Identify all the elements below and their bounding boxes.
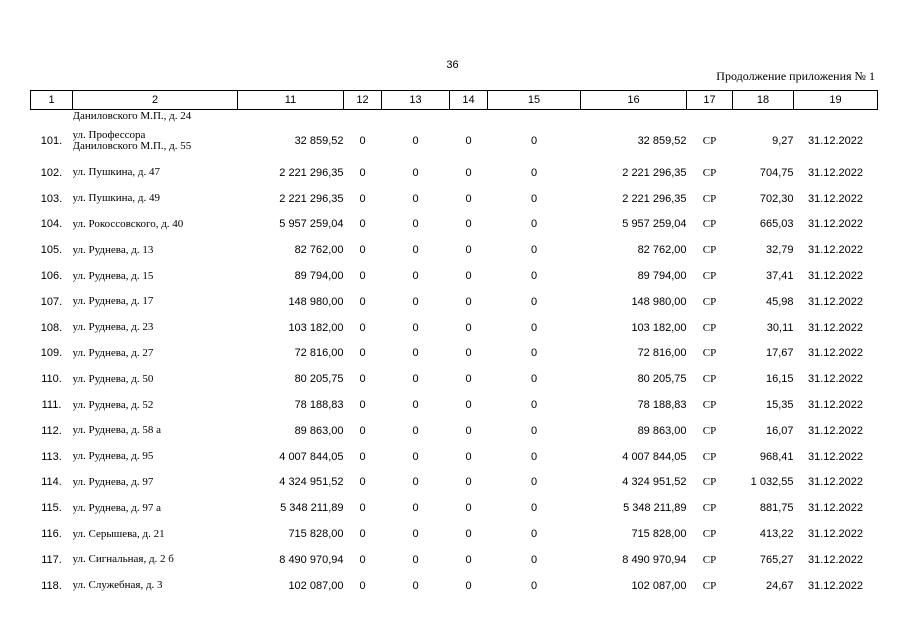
cell-col-12: 0 xyxy=(359,579,366,592)
column-header: 19 xyxy=(794,91,878,110)
cell-col-17: СР xyxy=(702,476,717,489)
cell-col-18: 9,27 xyxy=(772,135,794,147)
row-number: 101. xyxy=(40,135,63,147)
cell-col-17: СР xyxy=(702,528,717,541)
cell-col-17: СР xyxy=(702,424,717,437)
address-line: ул. Пушкина, д. 49 xyxy=(72,192,161,205)
address-line: ул. Руднева, д. 17 xyxy=(72,295,154,308)
column-header: 17 xyxy=(687,91,733,110)
table-row xyxy=(31,470,878,496)
cell-col-19: 31.12.2022 xyxy=(807,579,864,592)
address-line: ул. Руднева, д. 97 xyxy=(72,475,154,488)
row-number: 117. xyxy=(41,553,62,566)
data-table xyxy=(30,90,878,599)
row-number: 114. xyxy=(41,476,62,489)
row-number: 104. xyxy=(40,218,63,231)
address-line: ул. Руднева, д. 97 а xyxy=(72,501,161,514)
cell-col-19: 31.12.2022 xyxy=(807,135,864,147)
cell-col-18: 37,41 xyxy=(765,270,794,283)
cell-col-19: 31.12.2022 xyxy=(807,192,864,205)
cell-col-13: 0 xyxy=(412,579,419,592)
cell-col-14: 0 xyxy=(465,135,472,147)
cell-col-16: 4 324 951,52 xyxy=(622,476,687,489)
cell-col-14: 0 xyxy=(465,373,472,386)
cell-col-12: 0 xyxy=(359,373,366,386)
cell-col-13: 0 xyxy=(412,321,419,334)
address-cell xyxy=(73,392,238,418)
address-cell xyxy=(73,444,238,470)
row-number: 115. xyxy=(41,502,62,515)
cell-col-13: 0 xyxy=(412,528,419,541)
cell-col-16: 72 816,00 xyxy=(637,347,687,360)
cell-col-13: 0 xyxy=(412,192,419,205)
cell-col-18: 17,67 xyxy=(765,347,794,360)
column-header: 16 xyxy=(581,91,687,110)
cell-col-13: 0 xyxy=(412,553,419,566)
cell-col-11: 89 863,00 xyxy=(294,424,344,437)
cell-col-16: 148 980,00 xyxy=(631,295,687,308)
cell-col-11: 4 324 951,52 xyxy=(279,476,344,489)
table-row xyxy=(31,573,878,599)
table-row xyxy=(31,289,878,315)
table-row xyxy=(31,186,878,212)
cell-col-16: 78 188,83 xyxy=(637,399,687,412)
cell-col-13: 0 xyxy=(412,295,419,308)
address-cell xyxy=(73,470,238,496)
cell-col-19: 31.12.2022 xyxy=(807,450,864,463)
address-cell xyxy=(73,495,238,521)
table-row xyxy=(31,547,878,573)
cell-col-15: 0 xyxy=(530,450,538,463)
cell-col-13: 0 xyxy=(412,218,419,231)
cell-col-15: 0 xyxy=(530,244,538,257)
cell-col-11: 78 188,83 xyxy=(294,399,344,412)
cell-col-18: 881,75 xyxy=(759,502,794,515)
cell-col-18: 30,11 xyxy=(766,321,794,334)
cell-col-17: СР xyxy=(702,347,717,360)
cell-col-14: 0 xyxy=(465,476,472,489)
address-cell xyxy=(73,315,238,341)
cell-col-12: 0 xyxy=(359,295,366,308)
cell-col-14: 0 xyxy=(465,579,472,592)
cell-col-13: 0 xyxy=(412,450,419,463)
cell-col-14: 0 xyxy=(465,528,472,541)
cell-col-18: 15,35 xyxy=(765,399,794,412)
cell-col-18: 32,79 xyxy=(765,244,794,257)
column-header: 14 xyxy=(450,91,488,110)
cell-col-19: 31.12.2022 xyxy=(807,347,864,360)
cell-col-14: 0 xyxy=(465,399,472,412)
cell-col-19: 31.12.2022 xyxy=(807,218,864,231)
cell-col-15: 0 xyxy=(530,295,538,308)
cell-col-15: 0 xyxy=(530,528,538,541)
address-cell xyxy=(73,263,238,289)
cell-col-19: 31.12.2022 xyxy=(807,553,864,566)
table-row xyxy=(31,122,878,160)
cell-col-16: 82 762,00 xyxy=(637,244,687,257)
cell-col-16: 2 221 296,35 xyxy=(622,166,687,179)
address-line: ул. Руднева, д. 27 xyxy=(72,346,154,359)
address-cell xyxy=(73,547,238,573)
cell-col-18: 665,03 xyxy=(759,218,794,231)
cell-col-12: 0 xyxy=(359,476,366,489)
cell-col-12: 0 xyxy=(359,321,366,334)
cell-col-14: 0 xyxy=(465,321,472,334)
cell-col-16: 89 794,00 xyxy=(637,270,687,283)
cell-col-19: 31.12.2022 xyxy=(807,166,864,179)
cell-col-17: СР xyxy=(702,218,717,231)
cell-col-17: СР xyxy=(702,579,717,592)
column-header: 11 xyxy=(238,91,344,110)
cell-col-12: 0 xyxy=(359,347,366,360)
cell-col-19: 31.12.2022 xyxy=(807,373,864,386)
address-line: ул. Руднева, д. 15 xyxy=(72,269,154,282)
cell-col-15: 0 xyxy=(530,192,538,205)
cell-col-15: 0 xyxy=(530,373,538,386)
row-number: 108. xyxy=(40,321,63,334)
cell-col-11: 103 182,00 xyxy=(288,321,344,334)
cell-col-11: 5 957 259,04 xyxy=(279,218,344,231)
column-header: 12 xyxy=(344,91,382,110)
cell-col-17: СР xyxy=(702,399,717,412)
address-line: ул. Руднева, д. 23 xyxy=(72,321,154,334)
cell-col-19: 31.12.2022 xyxy=(807,502,864,515)
cell-col-15: 0 xyxy=(530,502,538,515)
row-number: 105. xyxy=(40,244,63,257)
cell-col-14: 0 xyxy=(465,192,472,205)
address-cell xyxy=(73,573,238,599)
address-cell xyxy=(73,341,238,367)
cell-col-15: 0 xyxy=(530,553,538,566)
cell-col-11: 8 490 970,94 xyxy=(279,553,344,566)
cell-col-13: 0 xyxy=(412,476,419,489)
cell-col-16: 80 205,75 xyxy=(637,373,687,386)
cell-col-17: СР xyxy=(702,166,717,179)
address-line: ул. Сигнальная, д. 2 б xyxy=(72,553,174,566)
table-row xyxy=(31,212,878,238)
cell-col-19: 31.12.2022 xyxy=(807,528,864,541)
cell-col-13: 0 xyxy=(412,399,419,412)
cell-col-18: 16,07 xyxy=(765,424,794,437)
address-line: Даниловского М.П., д. 55 xyxy=(72,140,192,152)
cell-col-14: 0 xyxy=(465,450,472,463)
cell-col-14: 0 xyxy=(465,244,472,257)
cell-col-12: 0 xyxy=(359,166,366,179)
table-row xyxy=(31,366,878,392)
address-cell xyxy=(73,186,238,212)
address-cell xyxy=(73,289,238,315)
cell-col-12: 0 xyxy=(359,192,366,205)
cell-col-11: 715 828,00 xyxy=(288,528,344,541)
cell-col-18: 765,27 xyxy=(759,553,794,566)
cell-col-17: СР xyxy=(702,192,717,205)
cell-col-17: СР xyxy=(702,244,717,257)
cell-col-14: 0 xyxy=(465,553,472,566)
table-row xyxy=(31,521,878,547)
table-row xyxy=(31,392,878,418)
address-line: ул. Служебная, д. 3 xyxy=(72,579,163,592)
cell-col-13: 0 xyxy=(412,424,419,437)
cell-col-15: 0 xyxy=(530,399,538,412)
cell-col-18: 702,30 xyxy=(759,192,794,205)
cell-col-11: 148 980,00 xyxy=(288,295,344,308)
address-line: ул. Руднева, д. 50 xyxy=(72,372,154,385)
table-row xyxy=(31,237,878,263)
column-header: 13 xyxy=(382,91,450,110)
cell-col-14: 0 xyxy=(465,166,472,179)
cell-col-11: 72 816,00 xyxy=(294,347,344,360)
cell-col-15: 0 xyxy=(530,476,538,489)
cell-col-16: 32 859,52 xyxy=(637,135,687,147)
cell-col-13: 0 xyxy=(412,135,419,147)
cell-col-15: 0 xyxy=(530,135,538,147)
cell-col-17: СР xyxy=(702,450,717,463)
address-line: ул. Профессора xyxy=(72,129,146,141)
row-number: 103. xyxy=(40,192,63,205)
row-number: 109. xyxy=(40,347,63,360)
cell-col-16: 5 348 211,89 xyxy=(623,502,687,515)
cell-col-16: 2 221 296,35 xyxy=(622,192,687,205)
cell-col-12: 0 xyxy=(359,270,366,283)
cell-col-18: 413,22 xyxy=(759,528,794,541)
cell-col-18: 24,67 xyxy=(765,579,794,592)
cell-col-11: 2 221 296,35 xyxy=(279,192,344,205)
column-header: 1 xyxy=(31,91,73,110)
table-row xyxy=(31,341,878,367)
address-cell xyxy=(73,160,238,186)
cell-col-13: 0 xyxy=(412,166,419,179)
cell-col-19: 31.12.2022 xyxy=(807,321,864,334)
cell-col-15: 0 xyxy=(530,166,538,179)
cell-col-19: 31.12.2022 xyxy=(807,476,864,489)
row-number: 112. xyxy=(41,424,62,437)
cell-col-17: СР xyxy=(702,135,717,147)
cell-col-14: 0 xyxy=(465,424,472,437)
cell-col-11: 5 348 211,89 xyxy=(280,502,344,515)
cell-col-12: 0 xyxy=(359,424,366,437)
column-header: 2 xyxy=(73,91,238,110)
cell-col-18: 1 032,55 xyxy=(750,476,794,489)
cell-col-11: 82 762,00 xyxy=(294,244,344,257)
cell-col-19: 31.12.2022 xyxy=(807,399,864,412)
cell-col-14: 0 xyxy=(465,502,472,515)
cell-col-19: 31.12.2022 xyxy=(807,270,864,283)
address-line: ул. Руднева, д. 58 а xyxy=(72,424,161,437)
cell-col-16: 8 490 970,94 xyxy=(622,553,687,566)
cell-col-19: 31.12.2022 xyxy=(807,424,864,437)
address-line: ул. Серышева, д. 21 xyxy=(72,527,165,540)
table-row xyxy=(31,315,878,341)
row-number: 113. xyxy=(41,450,62,463)
cell-col-16: 89 863,00 xyxy=(637,424,687,437)
address-line: ул. Руднева, д. 13 xyxy=(72,243,154,256)
cell-col-13: 0 xyxy=(412,373,419,386)
cell-col-17: СР xyxy=(702,321,717,334)
cell-col-13: 0 xyxy=(412,270,419,283)
cell-col-13: 0 xyxy=(412,502,419,515)
cell-col-17: СР xyxy=(702,553,717,566)
cell-col-12: 0 xyxy=(359,528,366,541)
cell-col-15: 0 xyxy=(530,218,538,231)
cell-col-14: 0 xyxy=(465,347,472,360)
cell-col-16: 5 957 259,04 xyxy=(622,218,687,231)
cell-col-14: 0 xyxy=(465,270,472,283)
row-number: 116. xyxy=(41,528,62,541)
address-line: ул. Рокоссовского, д. 40 xyxy=(72,217,184,230)
cell-col-16: 103 182,00 xyxy=(631,321,687,334)
cell-col-17: СР xyxy=(702,270,717,283)
carry-over-row xyxy=(31,110,878,123)
cell-col-19: 31.12.2022 xyxy=(807,295,864,308)
cell-col-15: 0 xyxy=(530,321,538,334)
cell-col-14: 0 xyxy=(465,295,472,308)
row-number: 102. xyxy=(40,166,63,179)
cell-col-18: 45,98 xyxy=(765,295,794,308)
cell-col-16: 715 828,00 xyxy=(631,528,687,541)
column-header-row xyxy=(31,91,878,110)
cell-col-15: 0 xyxy=(530,347,538,360)
address-line: ул. Пушкина, д. 47 xyxy=(72,166,161,179)
cell-col-17: СР xyxy=(702,295,717,308)
cell-col-15: 0 xyxy=(530,424,538,437)
cell-col-13: 0 xyxy=(412,347,419,360)
table-row xyxy=(31,418,878,444)
cell-col-12: 0 xyxy=(359,135,366,147)
cell-col-17: СР xyxy=(702,502,717,515)
address-cell xyxy=(73,237,238,263)
row-number: 111. xyxy=(41,399,62,412)
column-header: 18 xyxy=(733,91,794,110)
table-row xyxy=(31,263,878,289)
cell-col-18: 968,41 xyxy=(759,450,794,463)
page-number: 36 xyxy=(446,59,459,71)
cell-col-11: 102 087,00 xyxy=(288,579,344,592)
address-cell xyxy=(73,418,238,444)
row-number: 107. xyxy=(40,295,63,308)
address-cell xyxy=(73,521,238,547)
address-line: ул. Руднева, д. 52 xyxy=(72,398,154,411)
cell-col-13: 0 xyxy=(412,244,419,257)
cell-col-11: 32 859,52 xyxy=(294,135,344,147)
cell-col-15: 0 xyxy=(530,270,538,283)
cell-col-11: 89 794,00 xyxy=(294,270,344,283)
cell-col-12: 0 xyxy=(359,450,366,463)
cell-col-18: 16,15 xyxy=(765,373,794,386)
cell-col-12: 0 xyxy=(359,244,366,257)
row-number: 118. xyxy=(41,579,62,592)
row-number: 106. xyxy=(40,270,63,283)
cell-col-12: 0 xyxy=(359,553,366,566)
cell-col-15: 0 xyxy=(530,579,538,592)
cell-col-11: 2 221 296,35 xyxy=(279,166,344,179)
cell-col-12: 0 xyxy=(359,399,366,412)
address-cell xyxy=(73,212,238,238)
address-cell xyxy=(73,122,238,160)
cell-col-12: 0 xyxy=(359,218,366,231)
cell-col-17: СР xyxy=(702,373,717,386)
table-row xyxy=(31,160,878,186)
cell-col-16: 4 007 844,05 xyxy=(622,450,687,463)
cell-col-11: 80 205,75 xyxy=(294,373,344,386)
address-cell xyxy=(73,366,238,392)
cell-col-11: 4 007 844,05 xyxy=(279,450,344,463)
carry-over-text: Даниловского М.П., д. 24 xyxy=(72,110,192,122)
continuation-label: Продолжение приложения № 1 xyxy=(716,69,875,83)
column-header: 15 xyxy=(488,91,581,110)
address-line: ул. Руднева, д. 95 xyxy=(72,450,154,463)
table-body xyxy=(31,110,878,599)
cell-col-14: 0 xyxy=(465,218,472,231)
cell-col-16: 102 087,00 xyxy=(631,579,687,592)
cell-col-12: 0 xyxy=(359,502,366,515)
cell-col-19: 31.12.2022 xyxy=(807,244,864,257)
table-row xyxy=(31,444,878,470)
cell-col-18: 704,75 xyxy=(759,166,794,179)
table-row xyxy=(31,495,878,521)
row-number: 110. xyxy=(41,373,62,386)
